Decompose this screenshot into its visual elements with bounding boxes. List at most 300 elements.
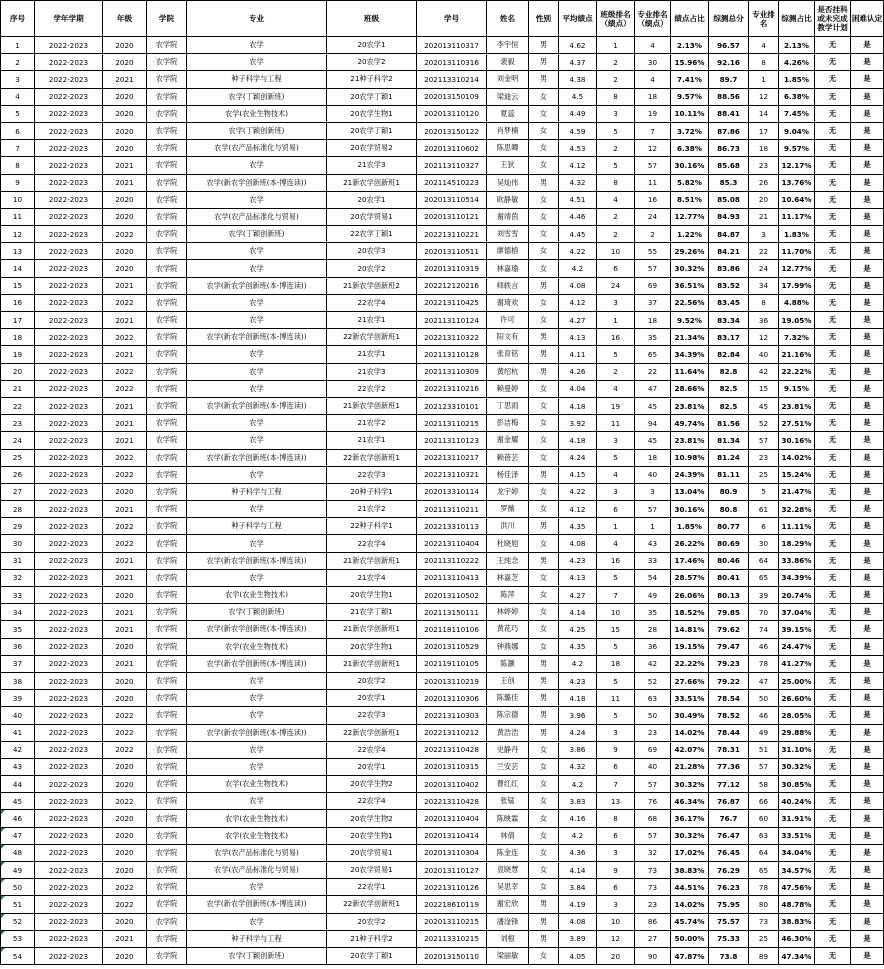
- table-cell: 裴毅: [487, 54, 529, 71]
- table-cell: 2021: [103, 174, 147, 191]
- table-cell: 女: [529, 415, 559, 432]
- table-row: [1, 449, 884, 466]
- table-cell: 10: [597, 243, 635, 260]
- table-cell: 女: [529, 208, 559, 225]
- table-cell: 2022-2023: [35, 312, 103, 329]
- table-cell: 202013110120: [417, 105, 487, 122]
- table-cell: 1.22%: [671, 226, 709, 243]
- table-cell: 30.32%: [671, 260, 709, 277]
- table-cell: 农学(农业生物技术): [187, 638, 327, 655]
- table-cell: 4.88%: [779, 294, 815, 311]
- table-cell: 25: [749, 930, 779, 947]
- table-cell: 38.83%: [779, 913, 815, 930]
- table-cell: 黄绍杭: [487, 363, 529, 380]
- table-cell: 女: [529, 776, 559, 793]
- table-cell: 57: [749, 758, 779, 775]
- table-cell: 是: [851, 587, 884, 604]
- table-cell: 87.86: [709, 122, 749, 139]
- table-cell: 43: [635, 535, 671, 552]
- table-cell: 4.46: [559, 208, 597, 225]
- table-cell: 阳文有: [487, 329, 529, 346]
- table-cell: 19.15%: [671, 638, 709, 655]
- table-cell: 无: [815, 758, 851, 775]
- table-cell: 4.37: [559, 54, 597, 71]
- table-cell: 女: [529, 397, 559, 414]
- table-cell: 20农学贸易1: [327, 862, 417, 879]
- table-cell: 2021: [103, 432, 147, 449]
- table-cell: 陈思卿: [487, 140, 529, 157]
- table-row: [1, 432, 884, 449]
- table-row: [1, 879, 884, 896]
- table-cell: 女: [529, 312, 559, 329]
- table-cell: 4.22: [559, 243, 597, 260]
- table-cell: 无: [815, 913, 851, 930]
- table-cell: 农学(新农学创新班(本-博连读)): [187, 397, 327, 414]
- table-cell: 202213110217: [417, 449, 487, 466]
- table-cell: 7.41%: [671, 71, 709, 88]
- table-cell: 2020: [103, 947, 147, 964]
- table-cell: 农学(丁颖创新班): [187, 122, 327, 139]
- column-header: 学号: [417, 1, 487, 37]
- table-cell: 农学: [187, 191, 327, 208]
- table-cell: 赖曼婷: [487, 380, 529, 397]
- table-cell: 农学院: [147, 707, 187, 724]
- table-cell: 许可: [487, 312, 529, 329]
- column-header: 专业排名（绩点）: [635, 1, 671, 37]
- table-cell: 2022: [103, 535, 147, 552]
- table-cell: 农学: [187, 260, 327, 277]
- table-cell: 4.08: [559, 277, 597, 294]
- table-cell: 农学院: [147, 449, 187, 466]
- table-cell: 22: [749, 243, 779, 260]
- column-header: 学年学期: [35, 1, 103, 37]
- table-cell: 2: [597, 71, 635, 88]
- table-cell: 农学(新农学创新班(本-博连读)): [187, 621, 327, 638]
- column-header: 专业: [187, 1, 327, 37]
- table-cell: 林倩: [487, 827, 529, 844]
- table-cell: 刘金明: [487, 71, 529, 88]
- table-cell: 14.02%: [779, 449, 815, 466]
- table-cell: 202213310113: [417, 518, 487, 535]
- table-cell: 35: [635, 604, 671, 621]
- table-cell: 2020: [103, 105, 147, 122]
- table-cell: 54: [1, 947, 35, 964]
- table-cell: 2022-2023: [35, 329, 103, 346]
- table-cell: 16: [597, 552, 635, 569]
- table-cell: 20种子科学1: [327, 483, 417, 500]
- table-cell: 女: [529, 844, 559, 861]
- table-cell: 2022-2023: [35, 71, 103, 88]
- table-cell: 12.17%: [779, 157, 815, 174]
- table-cell: 无: [815, 844, 851, 861]
- table-cell: 49: [635, 587, 671, 604]
- table-cell: 男: [529, 655, 559, 672]
- table-cell: 16: [1, 294, 35, 311]
- table-row: [1, 758, 884, 775]
- table-cell: 2022-2023: [35, 810, 103, 827]
- table-cell: 21新农学创新班1: [327, 621, 417, 638]
- table-cell: 2022-2023: [35, 105, 103, 122]
- table-cell: 农学: [187, 294, 327, 311]
- table-cell: 5: [597, 638, 635, 655]
- table-cell: 是: [851, 88, 884, 105]
- table-cell: 是: [851, 466, 884, 483]
- table-cell: 57: [749, 432, 779, 449]
- table-cell: 22.56%: [671, 294, 709, 311]
- table-cell: 男: [529, 690, 559, 707]
- table-cell: 44.51%: [671, 879, 709, 896]
- table-cell: 3.72%: [671, 122, 709, 139]
- table-cell: 18.52%: [671, 604, 709, 621]
- table-cell: 4: [635, 37, 671, 54]
- table-cell: 种子科学与工程: [187, 930, 327, 947]
- table-cell: 2: [597, 54, 635, 71]
- table-cell: 88.41: [709, 105, 749, 122]
- table-cell: 1: [597, 518, 635, 535]
- table-cell: 28.66%: [671, 380, 709, 397]
- table-cell: 谢金耀: [487, 432, 529, 449]
- table-cell: 202013110315: [417, 758, 487, 775]
- table-cell: 4.18: [559, 690, 597, 707]
- table-cell: 19: [1, 346, 35, 363]
- table-cell: 4.2: [559, 655, 597, 672]
- table-cell: 5.82%: [671, 174, 709, 191]
- column-header: 平均绩点: [559, 1, 597, 37]
- table-cell: 无: [815, 54, 851, 71]
- table-row: [1, 707, 884, 724]
- table-cell: 是: [851, 191, 884, 208]
- table-cell: 9: [597, 862, 635, 879]
- table-cell: 202213110212: [417, 724, 487, 741]
- table-cell: 农学院: [147, 501, 187, 518]
- table-cell: 无: [815, 724, 851, 741]
- table-cell: 男: [529, 346, 559, 363]
- table-cell: 是: [851, 758, 884, 775]
- table-cell: 77.12: [709, 776, 749, 793]
- table-cell: 76: [635, 793, 671, 810]
- table-cell: 农学院: [147, 243, 187, 260]
- table-cell: 是: [851, 432, 884, 449]
- table-cell: 3: [597, 432, 635, 449]
- table-cell: 7: [597, 587, 635, 604]
- table-row: [1, 810, 884, 827]
- table-cell: 农学院: [147, 140, 187, 157]
- table-cell: 19: [635, 105, 671, 122]
- table-cell: 22农学3: [327, 707, 417, 724]
- table-cell: 农学(农业生物技术): [187, 587, 327, 604]
- table-cell: 4.59: [559, 122, 597, 139]
- table-cell: 63: [635, 690, 671, 707]
- table-cell: 20农学2: [327, 54, 417, 71]
- table-cell: 20: [1, 363, 35, 380]
- table-cell: 4.14: [559, 604, 597, 621]
- table-cell: 15: [1, 277, 35, 294]
- table-cell: 57: [635, 260, 671, 277]
- table-cell: 2022-2023: [35, 947, 103, 964]
- table-cell: 农学(农业生物技术): [187, 105, 327, 122]
- table-row: [1, 655, 884, 672]
- table-cell: 女: [529, 260, 559, 277]
- table-cell: 男: [529, 277, 559, 294]
- table-cell: 14.02%: [671, 896, 709, 913]
- table-cell: 女: [529, 449, 559, 466]
- table-cell: 2020: [103, 587, 147, 604]
- table-cell: 男: [529, 724, 559, 741]
- table-cell: 曹红红: [487, 776, 529, 793]
- table-cell: 31.10%: [779, 741, 815, 758]
- table-cell: 农学院: [147, 415, 187, 432]
- table-cell: 15: [749, 380, 779, 397]
- table-cell: 33: [635, 552, 671, 569]
- table-cell: 农学院: [147, 930, 187, 947]
- table-cell: 4.14: [559, 862, 597, 879]
- table-cell: 是: [851, 810, 884, 827]
- table-cell: 20: [749, 191, 779, 208]
- table-cell: 2022-2023: [35, 140, 103, 157]
- table-cell: 2021: [103, 346, 147, 363]
- table-cell: 1: [597, 312, 635, 329]
- table-cell: 农学(丁颖创新班): [187, 604, 327, 621]
- table-cell: 2022-2023: [35, 277, 103, 294]
- table-cell: 47.56%: [779, 879, 815, 896]
- table-cell: 22农学3: [327, 466, 417, 483]
- table-row: [1, 552, 884, 569]
- table-cell: 女: [529, 105, 559, 122]
- table-cell: 无: [815, 449, 851, 466]
- table-cell: 农学(新农学创新班(本-博连读)): [187, 449, 327, 466]
- table-cell: 女: [529, 638, 559, 655]
- table-cell: 73: [635, 879, 671, 896]
- table-cell: 85.68: [709, 157, 749, 174]
- table-cell: 2020: [103, 191, 147, 208]
- table-cell: 农学院: [147, 810, 187, 827]
- table-cell: 14: [749, 105, 779, 122]
- table-cell: 2022: [103, 741, 147, 758]
- table-cell: 王狄: [487, 157, 529, 174]
- table-cell: 202123310101: [417, 397, 487, 414]
- table-row: [1, 535, 884, 552]
- table-cell: 9.04%: [779, 122, 815, 139]
- table-cell: 无: [815, 346, 851, 363]
- table-cell: 男: [529, 71, 559, 88]
- table-cell: 4.05: [559, 947, 597, 964]
- table-cell: 农学院: [147, 277, 187, 294]
- table-cell: 是: [851, 569, 884, 586]
- table-cell: 22.22%: [671, 655, 709, 672]
- table-cell: 20农学丁颖1: [327, 122, 417, 139]
- table-cell: 17.99%: [779, 277, 815, 294]
- table-row: [1, 776, 884, 793]
- table-cell: 无: [815, 105, 851, 122]
- table-cell: 70: [749, 604, 779, 621]
- table-cell: 18: [749, 140, 779, 157]
- table-cell: 9: [1, 174, 35, 191]
- table-cell: 无: [815, 294, 851, 311]
- table-cell: 22农学2: [327, 380, 417, 397]
- table-cell: 无: [815, 672, 851, 689]
- table-cell: 6.38%: [671, 140, 709, 157]
- table-cell: 8: [1, 157, 35, 174]
- table-cell: 78.31: [709, 741, 749, 758]
- table-cell: 30.49%: [671, 707, 709, 724]
- table-cell: 38.83%: [671, 862, 709, 879]
- table-cell: 是: [851, 844, 884, 861]
- table-cell: 2: [597, 363, 635, 380]
- table-cell: 33.86%: [779, 552, 815, 569]
- table-cell: 2022-2023: [35, 844, 103, 861]
- table-cell: 36: [635, 638, 671, 655]
- column-header: 综测占比: [779, 1, 815, 37]
- table-cell: 农学: [187, 432, 327, 449]
- table-cell: 2022: [103, 449, 147, 466]
- table-cell: 无: [815, 862, 851, 879]
- table-cell: 76.23: [709, 879, 749, 896]
- table-cell: 202013110404: [417, 810, 487, 827]
- table-cell: 女: [529, 810, 559, 827]
- table-cell: 谢靖茵: [487, 208, 529, 225]
- table-cell: 82.5: [709, 397, 749, 414]
- table-cell: 农学院: [147, 913, 187, 930]
- table-cell: 丁思雨: [487, 397, 529, 414]
- table-cell: 36: [1, 638, 35, 655]
- table-cell: 农学院: [147, 518, 187, 535]
- table-cell: 是: [851, 415, 884, 432]
- table-cell: 是: [851, 363, 884, 380]
- table-cell: 无: [815, 896, 851, 913]
- table-cell: 农学院: [147, 397, 187, 414]
- table-cell: 202114510223: [417, 174, 487, 191]
- table-cell: 梁丽敏: [487, 947, 529, 964]
- table-cell: 2022-2023: [35, 294, 103, 311]
- table-cell: 28: [635, 621, 671, 638]
- column-header: 学院: [147, 1, 187, 37]
- table-cell: 男: [529, 672, 559, 689]
- table-cell: 21农学3: [327, 157, 417, 174]
- table-cell: 47.34%: [779, 947, 815, 964]
- table-cell: 79.22: [709, 672, 749, 689]
- table-cell: 10.11%: [671, 105, 709, 122]
- table-cell: 8: [749, 294, 779, 311]
- table-cell: 69: [635, 277, 671, 294]
- table-cell: 2021: [103, 621, 147, 638]
- table-cell: 202113110327: [417, 157, 487, 174]
- table-cell: 无: [815, 930, 851, 947]
- table-cell: 女: [529, 432, 559, 449]
- table-cell: 4.16: [559, 810, 597, 827]
- table-cell: 无: [815, 483, 851, 500]
- table-cell: 无: [815, 501, 851, 518]
- table-cell: 2022-2023: [35, 174, 103, 191]
- table-cell: 3.84: [559, 879, 597, 896]
- table-cell: 42: [635, 655, 671, 672]
- table-cell: 36.51%: [671, 277, 709, 294]
- table-cell: 38: [1, 672, 35, 689]
- table-cell: 农学: [187, 415, 327, 432]
- table-cell: 202113310214: [417, 71, 487, 88]
- table-cell: 6.38%: [779, 88, 815, 105]
- table-cell: 13: [597, 793, 635, 810]
- table-cell: 81.11: [709, 466, 749, 483]
- table-cell: 4: [597, 380, 635, 397]
- table-cell: 2020: [103, 690, 147, 707]
- table-cell: 农学院: [147, 329, 187, 346]
- table-cell: 202213110404: [417, 535, 487, 552]
- table-cell: 202013110414: [417, 827, 487, 844]
- table-cell: 男: [529, 329, 559, 346]
- table-cell: 11: [597, 690, 635, 707]
- table-cell: 20农学2: [327, 672, 417, 689]
- table-cell: 2022-2023: [35, 879, 103, 896]
- table-cell: 20农学贸易2: [327, 140, 417, 157]
- table-cell: 2022: [103, 294, 147, 311]
- table-cell: 3: [597, 105, 635, 122]
- table-cell: 4.13: [559, 569, 597, 586]
- table-cell: 3: [749, 226, 779, 243]
- table-row: [1, 483, 884, 500]
- table-cell: 22: [635, 363, 671, 380]
- table-cell: 25: [1, 449, 35, 466]
- table-cell: 农学院: [147, 879, 187, 896]
- table-cell: 2022-2023: [35, 226, 103, 243]
- table-cell: 202013150122: [417, 122, 487, 139]
- table-cell: 2020: [103, 260, 147, 277]
- table-cell: 农学: [187, 535, 327, 552]
- table-cell: 31.91%: [779, 810, 815, 827]
- table-cell: 农学院: [147, 862, 187, 879]
- table-cell: 20农学3: [327, 243, 417, 260]
- table-cell: 15.24%: [779, 466, 815, 483]
- table-cell: 4.11: [559, 346, 597, 363]
- table-cell: 4.04: [559, 380, 597, 397]
- table-cell: 42.07%: [671, 741, 709, 758]
- table-cell: 80.77: [709, 518, 749, 535]
- table-cell: 28.05%: [779, 707, 815, 724]
- table-cell: 2022-2023: [35, 827, 103, 844]
- table-cell: 20.74%: [779, 587, 815, 604]
- table-cell: 农学院: [147, 363, 187, 380]
- table-cell: 廖德榕: [487, 243, 529, 260]
- table-cell: 肖梦楠: [487, 122, 529, 139]
- table-row: [1, 260, 884, 277]
- table-cell: 14: [1, 260, 35, 277]
- table-cell: 4.15: [559, 466, 597, 483]
- table-cell: 76.29: [709, 862, 749, 879]
- table-cell: 11: [635, 174, 671, 191]
- table-cell: 6: [597, 501, 635, 518]
- table-cell: 21.34%: [671, 329, 709, 346]
- table-cell: 36: [749, 312, 779, 329]
- table-cell: 3: [597, 483, 635, 500]
- table-cell: 2: [1, 54, 35, 71]
- table-cell: 农学院: [147, 776, 187, 793]
- table-cell: 5: [749, 483, 779, 500]
- table-cell: 农学(农产品标准化与贸易): [187, 208, 327, 225]
- table-cell: 4.24: [559, 724, 597, 741]
- table-cell: 202113110123: [417, 432, 487, 449]
- table-cell: 2020: [103, 88, 147, 105]
- table-cell: 农学院: [147, 741, 187, 758]
- table-cell: 25: [749, 466, 779, 483]
- table-cell: 21.28%: [671, 758, 709, 775]
- table-cell: 农学: [187, 312, 327, 329]
- table-cell: 19: [597, 397, 635, 414]
- table-cell: 22农学丁颖1: [327, 226, 417, 243]
- table-cell: 16: [597, 329, 635, 346]
- table-cell: 罗薇: [487, 501, 529, 518]
- table-cell: 27.66%: [671, 672, 709, 689]
- table-cell: 18: [635, 88, 671, 105]
- table-cell: 2020: [103, 844, 147, 861]
